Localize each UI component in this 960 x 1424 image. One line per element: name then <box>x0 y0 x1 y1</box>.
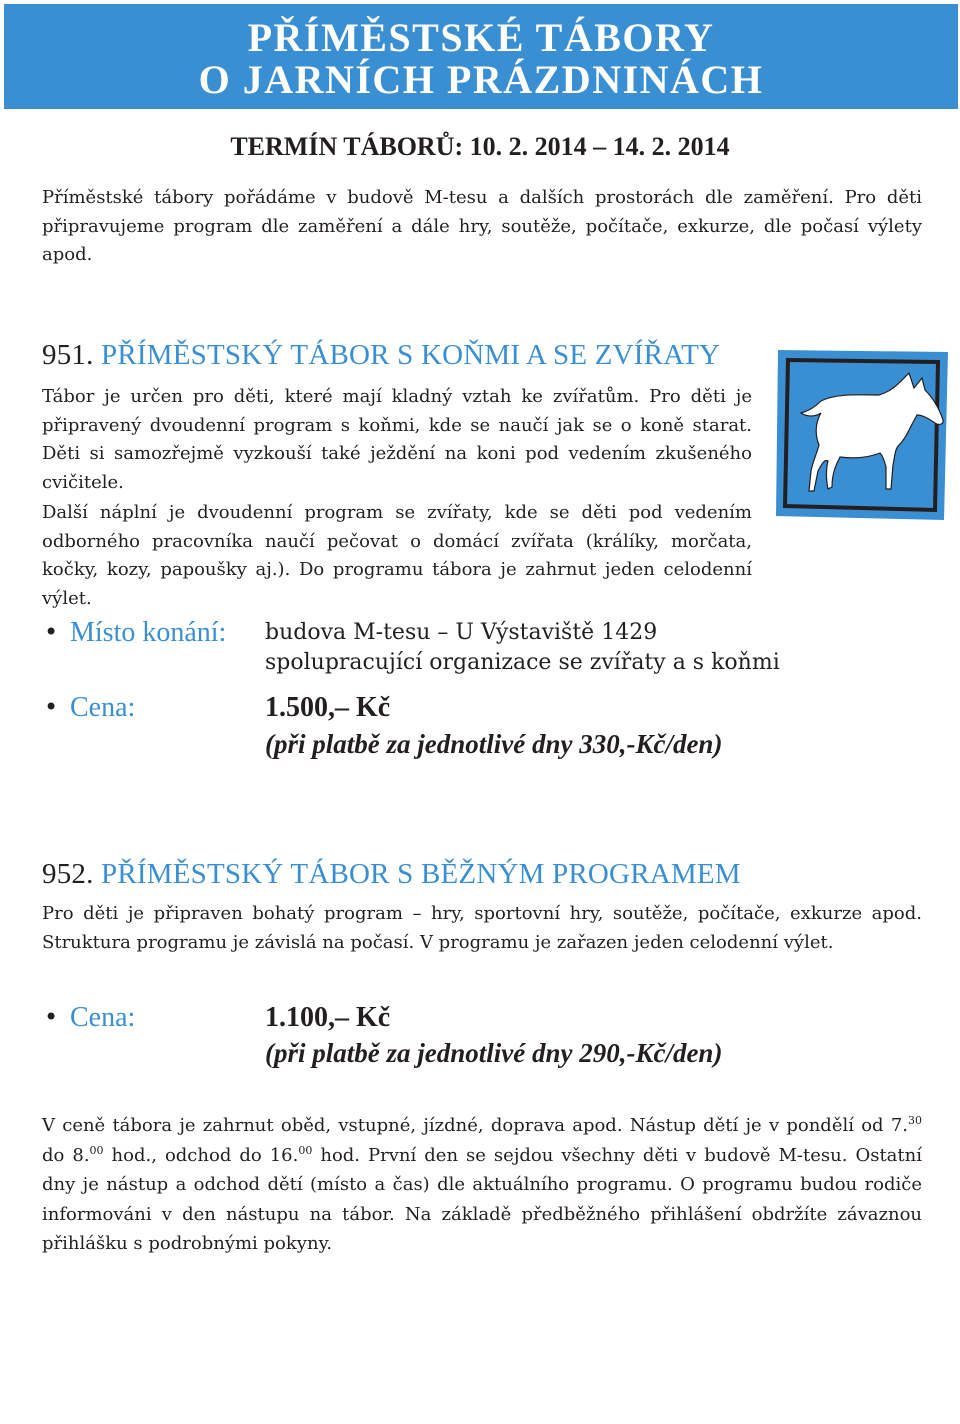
camp-951-heading <box>42 339 720 372</box>
camp-952-title: PŘÍMĚSTSKÝ TÁBOR S BĚŽNÝM PROGRAMEM <box>101 858 741 890</box>
bullet-price-952: • <box>44 1003 59 1031</box>
bullet-price-951: • <box>44 693 59 721</box>
camp-952-number: 952. <box>42 858 94 890</box>
camp-951-title: PŘÍMĚSTSKÝ TÁBOR S KOŇMI A SE ZVÍŘATY <box>101 339 721 371</box>
footer-sup-2: 00 <box>89 1143 104 1157</box>
footer-text-3: hod., odchod do 16. <box>103 1144 299 1166</box>
camp-951-number: 951. <box>42 339 94 371</box>
footer-text-2: do 8. <box>42 1144 90 1166</box>
place-label: Místo konání: <box>70 617 227 648</box>
footer-paragraph <box>42 1111 922 1259</box>
footer-sup-3: 00 <box>298 1143 313 1157</box>
camp-951-paragraph-1: Tábor je určen pro děti, které mají kladný vztah ke zvířatům. Pro děti je připravený dvoudenní program s koňmi, kde se naučí jak se o koně starat. Děti si samozřejmě vyzkouší také ježdění na koni pod vedením zkušeného cvičitele. <box>42 386 752 493</box>
horse-icon <box>772 346 952 524</box>
footer-sup-1: 30 <box>908 1114 922 1127</box>
page-banner <box>4 4 958 109</box>
camp-952-heading <box>42 858 741 891</box>
banner-title-line1: PŘÍMĚSTSKÉ TÁBORY <box>247 15 715 60</box>
term-dates: TERMÍN TÁBORŮ: 10. 2. 2014 – 14. 2. 2014 <box>230 132 730 161</box>
bullet-place: • <box>44 618 59 646</box>
price-951: 1.500,– Kč <box>265 692 391 723</box>
footer-text-4: hod. První den se sejdou všechny děti v budově M-tesu. Ostatní dny je nástup a odchod dětí (místo a čas) dle aktuálního programu. O programu budou rodiče informováni v den nástupu na tábor. Na základě předběžného přihlášení obdržíte závaznou přihlášku s podrobnými pokyny. <box>42 1144 922 1254</box>
banner-title-line2: O JARNÍCH PRÁZDNINÁCH <box>198 57 764 102</box>
camp-952-paragraph: Pro děti je připraven bohatý program – hry, sportovní hry, soutěže, počítače, exkurze apod. Struktura programu je závislá na počasí. V programu je zařazen jeden celodenní výlet. <box>42 903 922 953</box>
place-value-2: spolupracující organizace se zvířaty a s koňmi <box>265 650 780 675</box>
price-label-952: Cena: <box>70 1002 136 1033</box>
price-952: 1.100,– Kč <box>265 1002 391 1033</box>
price-note-951: (při platbě za jednotlivé dny 330,-Kč/den) <box>265 729 723 759</box>
footer-text-1: V ceně tábora je zahrnut oběd, vstupné, jízdné, doprava apod. Nástup dětí je v pondělí od 7. <box>42 1115 908 1136</box>
price-label-951: Cena: <box>70 692 136 723</box>
price-note-952: (při platbě za jednotlivé dny 290,-Kč/den) <box>265 1038 723 1068</box>
place-value: budova M-tesu – U Výstaviště 1429 <box>265 620 658 645</box>
intro-paragraph: Příměstské tábory pořádáme v budově M-tesu a dalších prostorách dle zaměření. Pro děti připravujeme program dle zaměření a dále hry, soutěže, počítače, exkurze, dle počasí výlety apod. <box>42 187 922 265</box>
camp-951-paragraph-2: Další náplní je dvoudenní program se zvířaty, kde se děti pod vedením odborného pracovníka naučí pečovat o domácí zvířata (králíky, morčata, kočky, kozy, papoušky aj.). Do programu tábora je zahrnut jeden celodenní výlet. <box>42 502 752 609</box>
